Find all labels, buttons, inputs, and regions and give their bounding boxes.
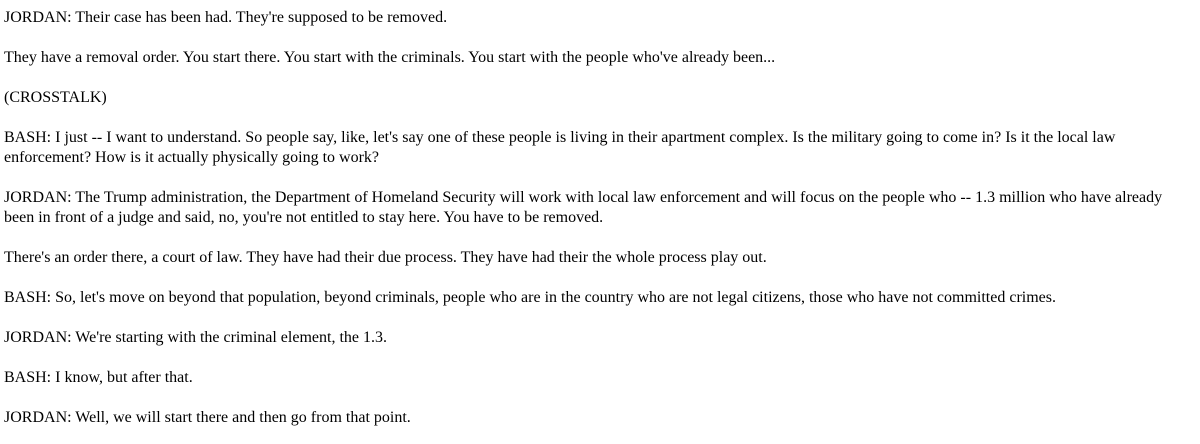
transcript-paragraph-court-order: There's an order there, a court of law. They have had their due process. They have had their the whole process play out. bbox=[4, 249, 767, 266]
transcript-paragraph-jordan-criminal-element: JORDAN: We're starting with the criminal element, the 1.3. bbox=[4, 329, 387, 346]
transcript-paragraph-bash-question: BASH: I just -- I want to understand. So people say, like, let's say one of these people is living in their apartment complex. Is the military going to come in? Is it the local law enforcement? How is it actually physically going to work? bbox=[4, 129, 1116, 166]
transcript-paragraph-removal-order: They have a removal order. You start there. You start with the criminals. You start with the people who've already been... bbox=[4, 49, 776, 66]
transcript-paragraph-bash-after-that: BASH: I know, but after that. bbox=[4, 369, 193, 386]
transcript-paragraph-jordan-dhs: JORDAN: The Trump administration, the Department of Homeland Security will work with local law enforcement and will focus on the people who -- 1.3 million who have already been in front of a judge and said, no, you're not entitled to stay here. You have to be removed. bbox=[4, 189, 1163, 226]
transcript-paragraph-bash-move-on: BASH: So, let's move on beyond that population, beyond criminals, people who are in the country who are not legal citizens, those who have not committed crimes. bbox=[4, 289, 1056, 306]
transcript-paragraph-jordan-case-had: JORDAN: Their case has been had. They're supposed to be removed. bbox=[4, 9, 448, 26]
transcript-paragraph-jordan-start-there: JORDAN: Well, we will start there and then go from that point. bbox=[4, 409, 411, 426]
transcript-paragraph-crosstalk: (CROSSTALK) bbox=[4, 89, 107, 106]
